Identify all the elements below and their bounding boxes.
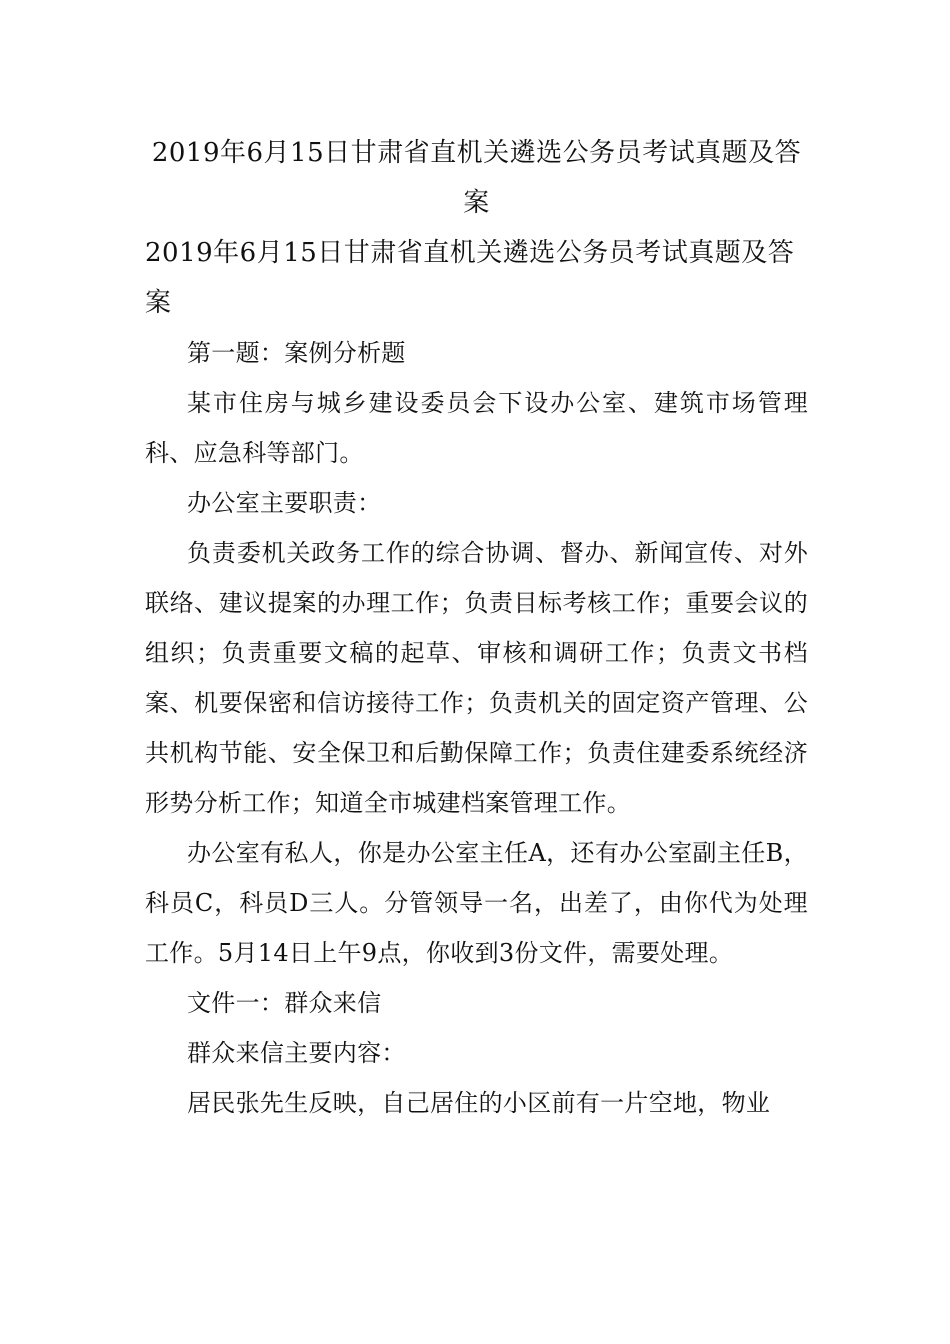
document-title: 2019年6月15日甘肃省直机关遴选公务员考试真题及答案 bbox=[151, 138, 802, 218]
paragraph-letter-content: 居民张先生反映，自己居住的小区前有一片空地，物业 bbox=[187, 1089, 771, 1117]
paragraph-staff: 办公室有私人，你是办公室主任A，还有办公室副主任B，科员C，科员D三人。分管领导一名，出差了，由你代为处理工作。5月14日上午9点，你收到3份文件，需要处理。 bbox=[145, 839, 808, 967]
paragraph-duties-heading: 办公室主要职责： bbox=[187, 489, 382, 517]
paragraph-letter-heading: 群众来信主要内容： bbox=[187, 1039, 406, 1067]
paragraph-background: 某市住房与城乡建设委员会下设办公室、建筑市场管理科、应急科等部门。 bbox=[145, 389, 808, 467]
document-subtitle: 2019年6月15日甘肃省直机关遴选公务员考试真题及答案 bbox=[145, 238, 795, 318]
document-page bbox=[145, 128, 808, 1128]
paragraph-file-one-heading: 文件一：群众来信 bbox=[187, 989, 382, 1017]
paragraph-duties: 负责委机关政务工作的综合协调、督办、新闻宣传、对外联络、建议提案的办理工作；负责目标考核工作；重要会议的组织；负责重要文稿的起草、审核和调研工作；负责文书档案、机要保密和信访接待工作；负责机关的固定资产管理、公共机构节能、安全保卫和后勤保障工作；负责住建委系统经济形势分析工作；知道全市城建档案管理工作。 bbox=[145, 539, 808, 817]
paragraph-question-heading: 第一题：案例分析题 bbox=[187, 339, 406, 367]
